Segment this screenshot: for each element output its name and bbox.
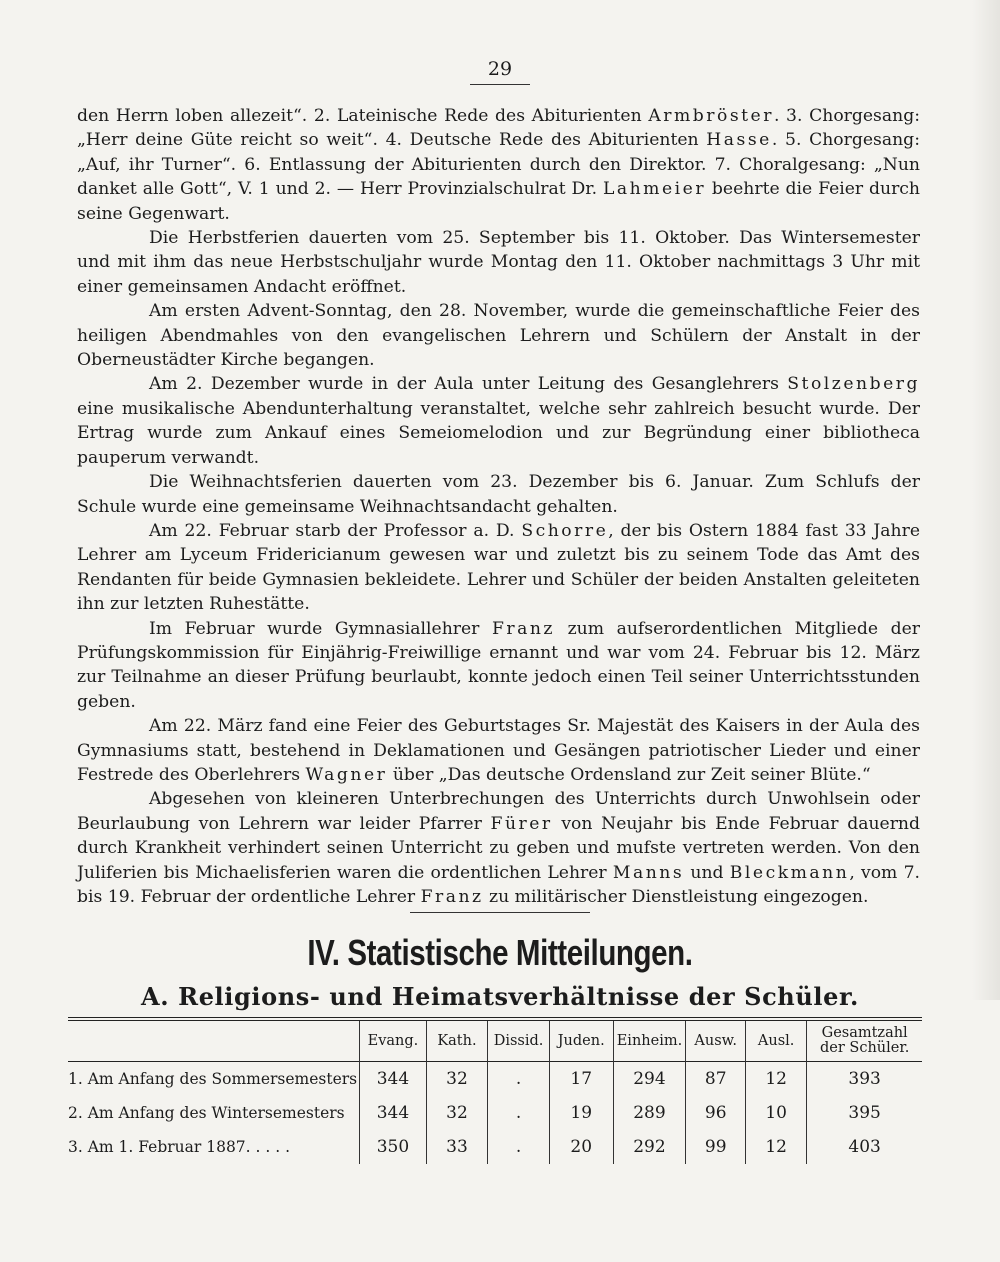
- table-header-gesamtzahl: Gesamtzahl der Schüler.: [807, 1019, 922, 1062]
- table-cell: 33: [426, 1130, 487, 1164]
- table-cell: 393: [807, 1062, 922, 1097]
- table-header-einheim: Einheim.: [613, 1019, 686, 1062]
- text-run: Im Februar wurde Gymnasiallehrer: [149, 618, 492, 639]
- table-cell: 12: [746, 1130, 807, 1164]
- table-cell: 96: [686, 1096, 746, 1130]
- table-cell: 32: [426, 1096, 487, 1130]
- table-row-label: 2. Am Anfang des Wintersemesters: [68, 1104, 345, 1122]
- text-run: zum aufserordentlichen Mitgliede der Prüfungskommission für Einjährig-Freiwillige ernannt und war vom 24. Februar bis 12. März zur Teilnahme an dieser Prüfung beurlaubt, konnte jedoch einen Teil seiner Unterrichtsstunden geben.: [77, 618, 921, 712]
- spaced-name: Manns: [612, 862, 685, 883]
- text-run: eine musikalische Abendunterhaltung veranstaltet, welche sehr zahlreich besucht wurde. Der Ertrag wurde zum Ankauf eines Semeiomelodion und zur Begründung einer bibliotheca pauperum verwandt.: [77, 398, 920, 468]
- text-run: den Herrn loben allezeit“. 2. Lateinische Rede des Abiturienten: [77, 106, 649, 126]
- text-run: . 5. Chorgesang: „Auf, ihr Turner“. 6. Entlassung der Abiturienten durch den Direktor. 7. Choralgesang: „Nun danket alle Gott“, V. 1 und 2. — Herr Provinzialschulrat Dr.: [77, 130, 920, 200]
- spaced-name: Hasse: [706, 130, 772, 151]
- body-paragraph: [77, 617, 920, 715]
- spaced-name: Wagner: [305, 764, 388, 785]
- page-number: 29: [487, 58, 513, 80]
- table-header-dissid: Dissid.: [488, 1019, 550, 1062]
- table-cell: 292: [613, 1130, 686, 1164]
- table-cell: 87: [686, 1062, 746, 1097]
- table-header-row: [68, 1019, 922, 1062]
- table-header-evang: Evang.: [360, 1019, 427, 1062]
- text-run: über „Das deutsche Ordensland zur Zeit seiner Blüte.“: [387, 764, 871, 785]
- table-header-ausw: Ausw.: [686, 1019, 746, 1062]
- spaced-name: Stolzenberg: [787, 374, 920, 395]
- table-cell: 19: [549, 1096, 613, 1130]
- body-paragraph: [77, 299, 920, 372]
- spaced-name: Franz: [420, 887, 484, 907]
- table-cell: 20: [549, 1130, 613, 1164]
- text-run: . 3. Chorgesang: „Herr deine Güte reicht so weit“. 4. Deutsche Rede des Abiturienten: [77, 106, 920, 151]
- text-run: zu militärischer Dienstleistung eingezogen.: [483, 887, 869, 907]
- section-divider: [410, 912, 590, 913]
- text-run: , der bis Ostern 1884 fast 33 Jahre Lehrer am Lyceum Fridericianum gewesen war und zuletzt bis zu seinem Tode das Amt des Rendanten für beide Gymnasien bekleidete. Lehrer und Schüler der beiden Anstalten geleiteten ihn zur letzten Ruhestätte.: [77, 520, 920, 615]
- table-cell: 32: [426, 1062, 487, 1097]
- table-cell: 12: [746, 1062, 807, 1097]
- table-cell: 403: [807, 1130, 922, 1164]
- spaced-name: Franz: [491, 618, 555, 639]
- table-header-juden: Juden.: [549, 1019, 613, 1062]
- table-row-label: 3. Am 1. Februar 1887. . . . .: [68, 1138, 291, 1156]
- body-paragraph: [77, 519, 920, 617]
- section-heading: IV. Statistische Mitteilungen.: [307, 932, 693, 973]
- body-paragraph: [77, 372, 920, 470]
- spaced-name: Bleckmann: [729, 862, 850, 883]
- text-run: Die Weihnachtsferien dauerten vom 23. Dezember bis 6. Januar. Zum Schlufs der Schule wurde eine gemeinsame Weihnachtsandacht gehalten.: [77, 472, 920, 517]
- table-cell: 395: [807, 1096, 922, 1130]
- table-cell: 344: [360, 1096, 427, 1130]
- table-cell: 344: [360, 1062, 427, 1097]
- table-row: [68, 1130, 922, 1164]
- body-paragraph: [77, 104, 920, 226]
- body-paragraph: [77, 714, 920, 787]
- page-number-rule: [470, 84, 530, 85]
- text-run: Am 22. März fand eine Feier des Geburtstages Sr. Majestät des Kaisers in der Aula des Gymnasiums statt, bestehend in Deklamationen und Gesängen patriotischer Lieder und einer Festrede des Oberlehrers: [77, 716, 920, 785]
- text-run: und: [684, 862, 730, 883]
- text-run: Am 2. Dezember wurde in der Aula unter Leitung des Gesanglehrers: [149, 374, 788, 395]
- text-run: beehrte die Feier durch seine Gegenwart.: [77, 179, 920, 224]
- body-paragraph: [77, 787, 920, 909]
- adjacent-page-bleed: [972, 0, 1000, 1000]
- text-run: von Neujahr bis Ende Februar dauernd durch Krankheit verhindert seinen Unterricht zu geben und mufste vertreten werden. Von den Juliferien bis Michaelisferien waren die ordentlichen Lehrer: [77, 813, 920, 883]
- text-run: , vom 7. bis 19. Februar der ordentliche Lehrer: [77, 862, 920, 907]
- spaced-name: Lahmeier: [602, 179, 707, 200]
- table-header-ausl: Ausl.: [746, 1019, 807, 1062]
- text-run: Die Herbstferien dauerten vom 25. September bis 11. Oktober. Das Wintersemester und mit ihm das neue Herbstschuljahr wurde Montag den 11. Oktober nachmittags 3 Uhr mit einer gemeinsamen Andacht eröffnet.: [77, 228, 920, 297]
- statistics-table: [68, 1017, 922, 1164]
- text-run: Abgesehen von kleineren Unterbrechungen des Unterrichts durch Unwohlsein oder Beurlaubung von Lehrern war leider Pfarrer: [77, 789, 920, 834]
- table-cell: .: [488, 1062, 550, 1097]
- spaced-name: Fürer: [490, 813, 553, 834]
- table-cell: 99: [686, 1130, 746, 1164]
- table-cell: 294: [613, 1062, 686, 1097]
- body-text: [77, 104, 920, 909]
- spaced-name: Armbröster: [648, 106, 774, 126]
- table-header-kath: Kath.: [426, 1019, 487, 1062]
- text-run: Am 22. Februar starb der Professor a. D.: [149, 520, 522, 541]
- table-cell: .: [488, 1130, 550, 1164]
- table-cell: 10: [746, 1096, 807, 1130]
- table-cell: .: [488, 1096, 550, 1130]
- table-header-blank: [68, 1019, 360, 1062]
- body-paragraph: [77, 470, 920, 519]
- table-cell: 350: [360, 1130, 427, 1164]
- sub-heading: A. Religions- und Heimatsverhältnisse der Schüler.: [141, 982, 859, 1011]
- text-run: Am ersten Advent-Sonntag, den 28. November, wurde die gemeinschaftliche Feier des heiligen Abendmahles von den evangelischen Lehrern und Schülern der Anstalt in der Oberneustädter Kirche begangen.: [77, 301, 920, 371]
- body-paragraph: [77, 226, 920, 299]
- table-cell: 17: [549, 1062, 613, 1097]
- table-row: [68, 1062, 922, 1097]
- table-row-label: 1. Am Anfang des Sommersemesters: [68, 1070, 358, 1088]
- table-cell: 289: [613, 1096, 686, 1130]
- spaced-name: Schorre: [521, 520, 609, 541]
- table-row: [68, 1096, 922, 1130]
